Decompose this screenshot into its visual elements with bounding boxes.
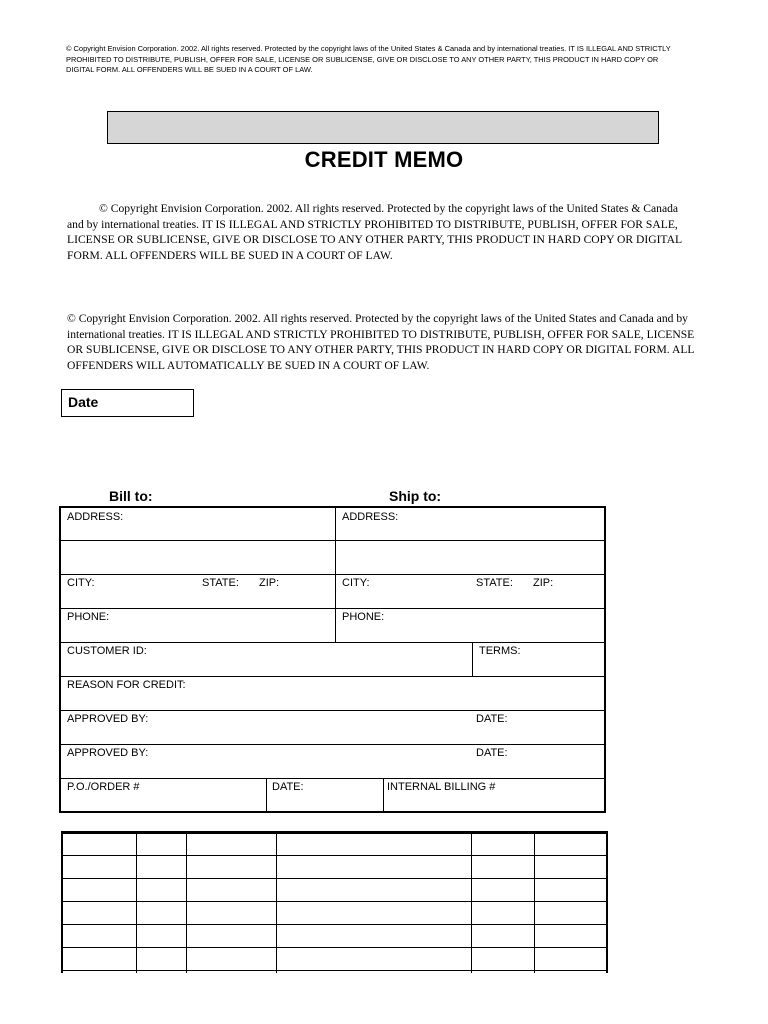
table-row-divider — [63, 970, 606, 971]
bill-address-label: ADDRESS: — [67, 511, 124, 523]
bill-zip-label: ZIP: — [259, 577, 280, 589]
table-column-divider — [186, 834, 187, 973]
form-divider — [61, 574, 604, 575]
form-column-divider — [472, 642, 473, 676]
table-column-divider — [534, 834, 535, 973]
form-divider — [61, 540, 604, 541]
ship-state-label: STATE: — [476, 577, 513, 589]
approved-date-label-2: DATE: — [476, 747, 508, 759]
table-row-divider — [63, 878, 606, 879]
form-divider — [61, 676, 604, 677]
company-name-bar — [107, 111, 659, 144]
form-column-divider — [335, 508, 336, 642]
reason-for-credit-label: REASON FOR CREDIT: — [67, 679, 186, 691]
internal-billing-label: INTERNAL BILLING # — [387, 781, 496, 793]
terms-label: TERMS: — [479, 645, 521, 657]
customer-info-form — [59, 506, 606, 813]
table-column-divider — [136, 834, 137, 973]
form-divider — [61, 778, 604, 779]
copyright-paragraph-1: © Copyright Envision Corporation. 2002. All rights reserved. Protected by the copyright laws of the United States & Canada and by international treaties. IT IS ILLEGAL AND STRICTLY PROHIBITED TO DISTRIBUTE, PUBLISH, OFFER FOR SALE, LICENSE OR SUBLICENSE, GIVE OR DISCLOSE TO ANY OTHER PARTY, THIS PRODUCT IN HARD COPY OR DIGITAL FORM. ALL OFFENDERS WILL BE SUED IN A COURT OF LAW. — [67, 202, 682, 262]
page-title: CREDIT MEMO — [304, 147, 464, 172]
form-divider — [61, 608, 604, 609]
copyright-paragraph-2: © Copyright Envision Corporation. 2002. All rights reserved. Protected by the copyright laws of the United States and Canada and by international treaties. IT IS ILLEGAL AND STRICTLY PROHIBITED TO DISTRIBUTE, PUBLISH, OFFER FOR SALE, LICENSE OR SUBLICENSE, GIVE OR DISCLOSE TO ANY OTHER PARTY, THIS PRODUCT IN HARD COPY OR DIGITAL FORM. ALL OFFENDERS WILL AUTOMATICALLY BE SUED IN A COURT OF LAW. — [67, 312, 695, 372]
bill-city-label: CITY: — [67, 577, 95, 589]
ship-phone-label: PHONE: — [342, 611, 385, 623]
bill-phone-label: PHONE: — [67, 611, 110, 623]
table-row-divider — [63, 901, 606, 902]
table-row-divider — [63, 924, 606, 925]
form-column-divider — [383, 778, 384, 813]
po-order-label: P.O./ORDER # — [67, 781, 140, 793]
table-row-divider — [63, 855, 606, 856]
form-divider — [61, 744, 604, 745]
ship-to-heading: Ship to: — [389, 488, 442, 504]
line-items-table — [61, 831, 608, 973]
date-field[interactable] — [61, 389, 194, 417]
ship-zip-label: ZIP: — [533, 577, 554, 589]
approved-by-label-1: APPROVED BY: — [67, 713, 149, 725]
ship-address-label: ADDRESS: — [342, 511, 399, 523]
form-divider — [61, 642, 604, 643]
approved-by-label-2: APPROVED BY: — [67, 747, 149, 759]
bill-state-label: STATE: — [202, 577, 239, 589]
approved-date-label-1: DATE: — [476, 713, 508, 725]
ship-city-label: CITY: — [342, 577, 370, 589]
po-date-label: DATE: — [272, 781, 304, 793]
form-column-divider — [266, 778, 267, 813]
date-label: Date — [68, 394, 99, 410]
bill-to-heading: Bill to: — [109, 488, 153, 504]
table-column-divider — [471, 834, 472, 973]
table-column-divider — [276, 834, 277, 973]
table-row-divider — [63, 947, 606, 948]
customer-id-label: CUSTOMER ID: — [67, 645, 147, 657]
form-divider — [61, 710, 604, 711]
top-copyright-notice: © Copyright Envision Corporation. 2002. All rights reserved. Protected by the copyright laws of the United States & Canada and by international treaties. IT IS ILLEGAL AND STRICTLY PROHIBITED TO DISTRIBUTE, PUBLISH, OFFER FOR SALE, LICENSE OR SUBLICENSE, GIVE OR DISCLOSE TO ANY OTHER PARTY, THIS PRODUCT IN HARD COPY OR DIGITAL FORM. ALL OFFENDERS WILL BE SUED IN A COURT OF LAW. — [66, 44, 671, 74]
